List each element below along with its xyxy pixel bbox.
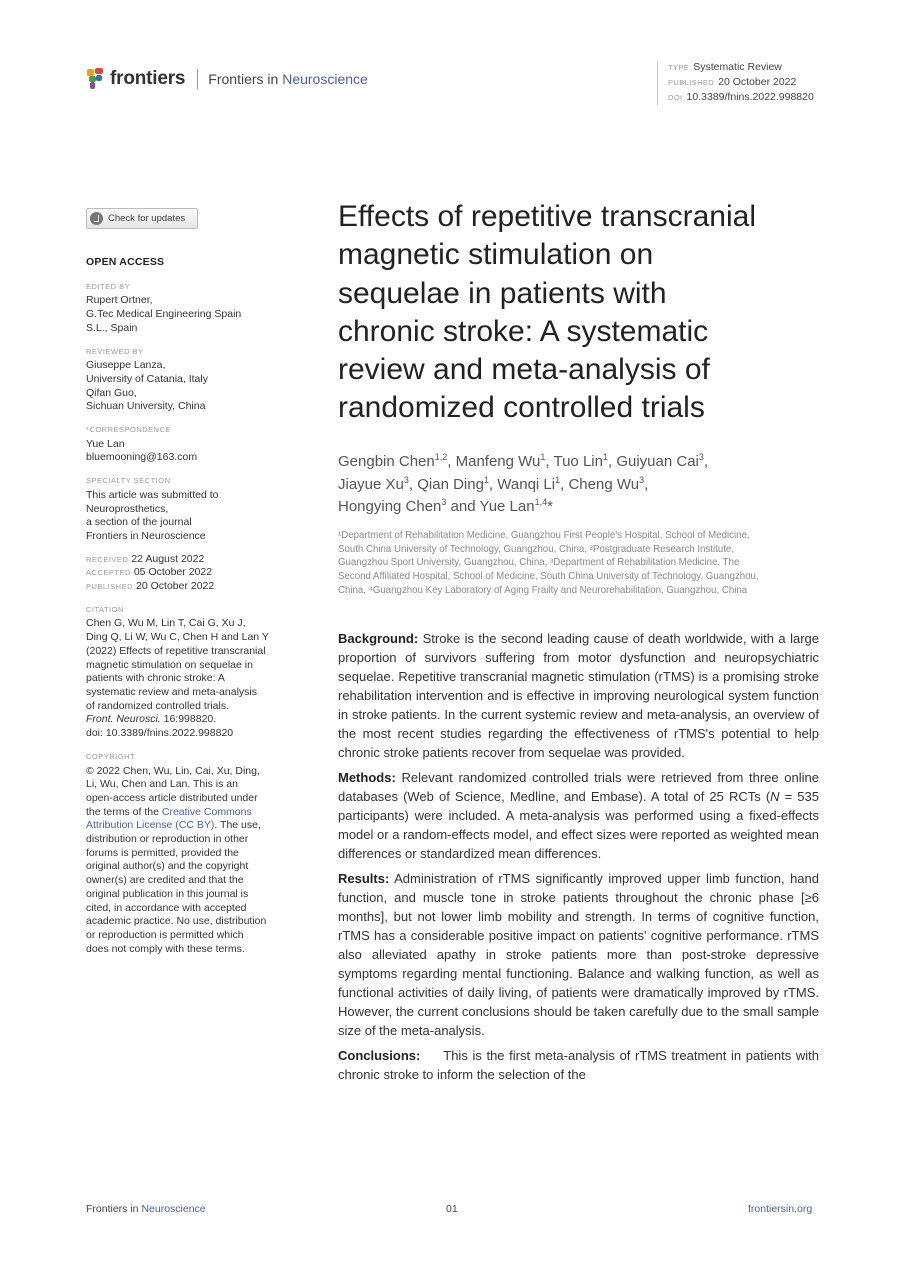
article-doi: DOI 10.3389/fnins.2022.998820 <box>668 91 814 103</box>
check-updates-icon <box>90 212 103 225</box>
frontiers-logo[interactable] <box>86 66 368 92</box>
sidebar <box>86 256 281 956</box>
author[interactable]: Qian Ding$^1$ <box>417 474 489 493</box>
license-link[interactable]: Creative Commons <box>161 805 252 818</box>
author[interactable]: Guiyuan Cai$^3$ <box>616 452 704 470</box>
author[interactable]: Manfeng Wu$^1$ <box>455 452 546 470</box>
brand-name: frontiers <box>110 68 186 89</box>
citation-label: CITATION <box>86 604 124 614</box>
frontiers-logo-icon <box>86 68 106 90</box>
citation: Chen G, Wu M, Lin T, Cai G, Xu J, Ding Q, Li W, Wu C, Chen H and Lan Y (2022) Effects of repetitive transcranial magnetic stimulation on sequelae in patients with chronic stroke: A systematic review and meta-analysis of randomized controlled trials. Front. Neurosci. 16:998820. doi: 10.3389/fnins.2022.998820 <box>86 617 281 740</box>
received-date: RECEIVED 22 August 2022 <box>86 552 205 565</box>
accepted-date: ACCEPTED 05 October 2022 <box>86 566 213 579</box>
citation-doi[interactable]: doi: 10.3389/fnins.2022.998820 <box>86 727 234 740</box>
author[interactable]: Gengbin Chen$^{1,2}$ <box>338 452 448 470</box>
published-date: PUBLISHED 20 October 2022 <box>86 580 215 593</box>
abstract-results: Results: Administration of rTMS significantly improved upper limb function, hand function, and muscle tone in stroke patients throughout the chronic phase [≥6 months], but not lower limb mobility and strength. In terms of cognitive function, rTMS has a considerable positive impact on patients' cognitive performance. rTMS also alleviated apathy in stroke patients more than post-stroke depressive symptoms regarding mental functioning. Balance and walking function, as well as functional activities of daily living, of patients were dramatically improved by rTMS. However, the current conclusions should be taken carefully due to the small sample size of the meta-analysis. <box>338 871 819 1038</box>
reviewed-by: Giuseppe Lanza, University of Catania, Italy Qifan Guo, Sichuan University, China <box>86 359 208 413</box>
author[interactable]: Yue Lan$^{1,4}$ <box>479 497 548 515</box>
article-meta <box>657 60 814 105</box>
article-type: TYPE Systematic Review <box>668 61 782 73</box>
abstract <box>338 629 819 1090</box>
author[interactable]: Tuo Lin$^1$ <box>553 452 608 470</box>
abstract-background: Background: Stroke is the second leading cause of death worldwide, with a large proportion of survivors suffering from motor dysfunction and neuropsychiatric sequelae. Repetitive transcranial magnetic stimulation (rTMS) is a promising stroke rehabilitation intervention and is effective in improving neurological system function in stroke patients. In the current systemic review and meta-analysis, an overview of the most recent studies regarding the effectiveness of rTMS's potential to help chronic stroke patients recover from sequelae was provided. <box>338 631 819 760</box>
abstract-conclusions: Conclusions: This is the first meta-analysis of rTMS treatment in patients with chronic stroke to inform the selection of the <box>338 1048 820 1082</box>
abstract-methods: Methods: Relevant randomized controlled trials were retrieved from three online databases (Web of Science, Medline, and Embase). A total of 25 RCTs (N = 535 participants) were included. A meta-analysis was performed using a fixed-effects model or a random-effects model, and effect sizes were reported as weighted mean differences or standardized mean differences. <box>338 770 819 861</box>
correspondence: Yue Lan bluemooning@163.com <box>86 438 281 465</box>
dates <box>86 553 281 594</box>
edited-by: Rupert Ortner, G.Tec Medical Engineering Spain S.L., Spain <box>86 294 242 334</box>
author[interactable]: Cheng Wu$^3$ <box>568 474 645 493</box>
page-number: 01 <box>446 1203 458 1215</box>
copyright-label: COPYRIGHT <box>86 751 136 761</box>
edited-by-label: EDITED BY <box>86 281 131 291</box>
specialty-label: SPECIALTY SECTION <box>86 476 171 486</box>
journal-name[interactable]: Frontiers in Neuroscience <box>208 71 368 87</box>
specialty-section: This article was submitted to Neuroprosthetics, a section of the journal Frontiers in Neuroscience <box>86 488 219 542</box>
check-for-updates-button[interactable]: Check for updates <box>86 208 198 229</box>
footer-site-link[interactable]: frontiersin.org <box>748 1203 813 1215</box>
reviewed-by-label: REVIEWED BY <box>86 346 144 356</box>
footer-journal[interactable]: Frontiers in Neuroscience <box>86 1203 206 1215</box>
article-published: PUBLISHED 20 October 2022 <box>668 76 797 88</box>
author[interactable]: Hongying Chen$^3$ <box>338 497 447 515</box>
article-title: Effects of repetitive transcranial magnetic stimulation on sequelae in patients with chronic stroke: A systematic review and meta-analysis of randomized controlled trials <box>338 200 756 425</box>
open-access-label: OPEN ACCESS <box>86 256 165 268</box>
header-divider <box>197 69 198 89</box>
affiliations: ¹Department of Rehabilitation Medicine, Guangzhou First People's Hospital, School of Medicine, South China University of Technology, Guangzhou, China, ²Postgraduate Research Institute, Guangzhou Sport University, Guangzhou, China, ³Department of Rehabilitation Medicine, The Second Affiliated Hospital, School of Medicine, South China University of Technology, Guangzhou, China, ⁴Guangzhou Key Laboratory of Aging Frailty and Neurorehabilitation, Guangzhou, China <box>338 530 759 596</box>
correspondence-email[interactable]: bluemooning@163.com <box>86 451 198 464</box>
author[interactable]: Jiayue Xu$^3$ <box>338 474 409 493</box>
author[interactable]: Wanqi Li$^1$ <box>497 474 561 493</box>
license-link-2[interactable]: Attribution License (CC BY) <box>86 819 215 832</box>
author-list: Gengbin Chen$^{1,2}$, Manfeng Wu$^1$, Tuo Lin$^1$, Guiyuan Cai$^3$, Jiayue Xu$^3$, Qian Ding$^1$, Wanqi Li$^1$, Cheng Wu$^3$, Hongying Chen$^3$ and Yue Lan$^{1,4}$* <box>338 452 709 515</box>
correspondence-label: *CORRESPONDENCE <box>86 425 172 435</box>
copyright: © 2022 Chen, Wu, Lin, Cai, Xu, Ding, Li, Wu, Chen and Lan. This is an open-access article distributed under the terms of the Creative Commons Attribution License (CC BY). The use, distribution or reproduction in other forums is permitted, provided the original author(s) and the copyright owner(s) are credited and that the original publication in this journal is cited, in accordance with accepted academic practice. No use, distribution or reproduction is permitted which does not comply with these terms. <box>86 764 267 955</box>
